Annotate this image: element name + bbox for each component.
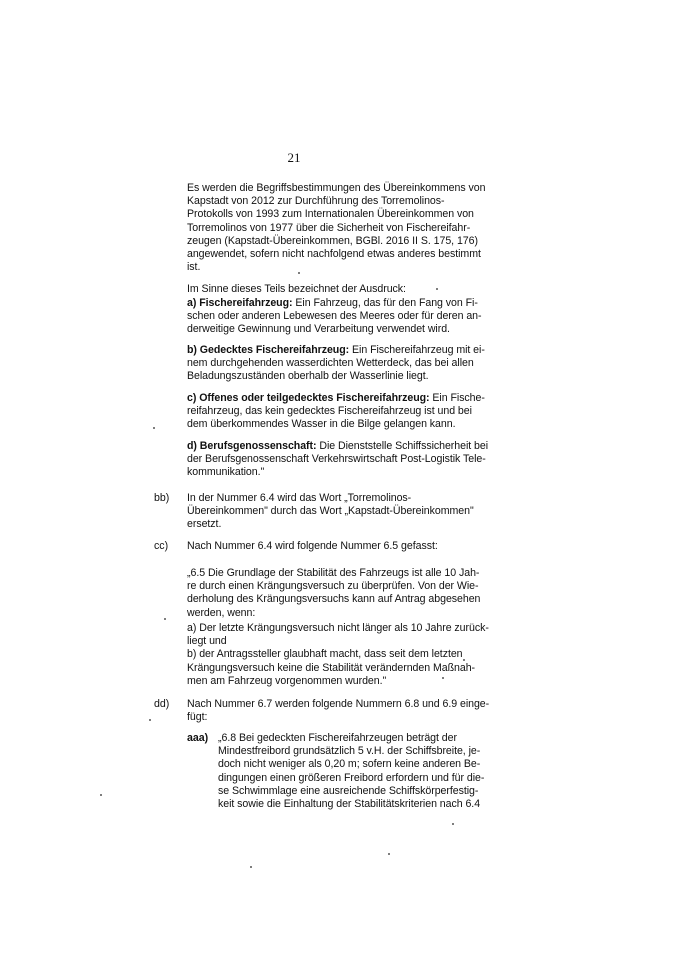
conditions-list: a) Der letzte Krängungsversuch nicht länger als 10 Jahre zurück- liegt und b) der Antragssteller glaubhaft macht, dass seit dem letzten Krängungsversuch keine die Stabilität verändernden Maßnah- men am Fahrzeug vorgenommen wurden." [187,622,489,687]
definition-c [187,392,507,432]
definition-a [187,297,507,337]
definition-text: Die Dienststelle Schiffssicherheit bei der Berufsgenossenschaft Verkehrswirtschaft Post-Logistik Tele- kommunikation." [187,440,489,479]
definition-term: d) Berufsgenossenschaft: [187,440,317,452]
item-text: In der Nummer 6.4 wird das Wort „Torremolinos- Übereinkommen" durch das Wort „Kapstadt-Übereinkommen" ersetzt. [187,492,474,531]
definition-term: c) Offenes oder teilgedecktes Fischereifahrzeug: [187,392,430,404]
definition-term: a) Fischereifahrzeug: [187,297,293,309]
definition-text: Ein Fahrzeug, das für den Fang von Fi- schen oder anderen Lebewesen des Meeres oder für deren an- derweitige Gewinnung und Verarbeitung verwendet wird. [187,297,482,336]
scan-speck [100,794,102,796]
scan-speck [298,272,300,274]
definition-text: Ein Fische- reifahrzeug, das kein gedecktes Fischereifahrzeug ist und bei dem überkommendes Wasser in die Bilge gelangen kann. [187,392,485,431]
intro-paragraph: Es werden die Begriffsbestimmungen des Übereinkommens von Kapstadt von 2012 zur Durchführung des Torremolinos- Protokolls von 1993 zum Internationalen Übereinkommen von Torremolinos von 1977 über die Sicherheit von Fischereifahr- zeugen (Kapstadt-Übereinkommen, BGBl. 2016 II S. 175, 176) angewendet, sofern nicht nachfolgend etwas anderes bestimmt ist. [187,182,486,274]
scan-speck [153,427,155,429]
sub-item-label: aaa) [187,732,209,744]
scan-speck [436,288,438,290]
item-label: dd) [154,698,170,710]
definitions-intro: Im Sinne dieses Teils bezeichnet der Ausdruck: [187,283,406,295]
item-label: bb) [154,492,170,504]
definition-term: b) Gedecktes Fischereifahrzeug: [187,344,350,356]
scan-speck [442,677,444,679]
scan-speck [388,853,390,855]
scan-speck [149,719,151,721]
scan-speck [164,618,166,620]
definition-b [187,344,507,384]
item-label: cc) [154,540,169,552]
page-number: 21 [287,150,301,165]
item-text: Nach Nummer 6.7 werden folgende Nummern 6.8 und 6.9 einge- fügt: [187,698,490,724]
scan-speck [250,866,252,868]
definition-d [187,440,507,480]
scan-speck [463,659,465,661]
sub-item-text: „6.8 Bei gedeckten Fischereifahrzeugen beträgt der Mindestfreibord grundsätzlich 5 v.H. der Schiffsbreite, je- doch nicht weniger als 0,20 m; sofern keine anderen Be- dingungen einen größeren Freibord erfordern und für die- se Schwimmlage eine ausreichende Schiffskörperfestig- keit sowie die Einhaltung der Stabilitätskriterien nach 6.4 [218,732,485,811]
quoted-paragraph-6-5: „6.5 Die Grundlage der Stabilität des Fahrzeugs ist alle 10 Jah- re durch einen Krängungsversuch zu überprüfen. Von der Wie- derholung des Krängungsversuchs kann auf Antrag abgesehen werden, wenn: [187,567,481,619]
item-text: Nach Nummer 6.4 wird folgende Nummer 6.5 gefasst: [187,540,438,552]
definition-text: Ein Fischereifahrzeug mit ei- nem durchgehenden wasserdichten Wetterdeck, das bei allen Beladungszuständen oberhalb der Wasserlinie liegt. [187,344,485,383]
scan-speck [452,823,454,825]
